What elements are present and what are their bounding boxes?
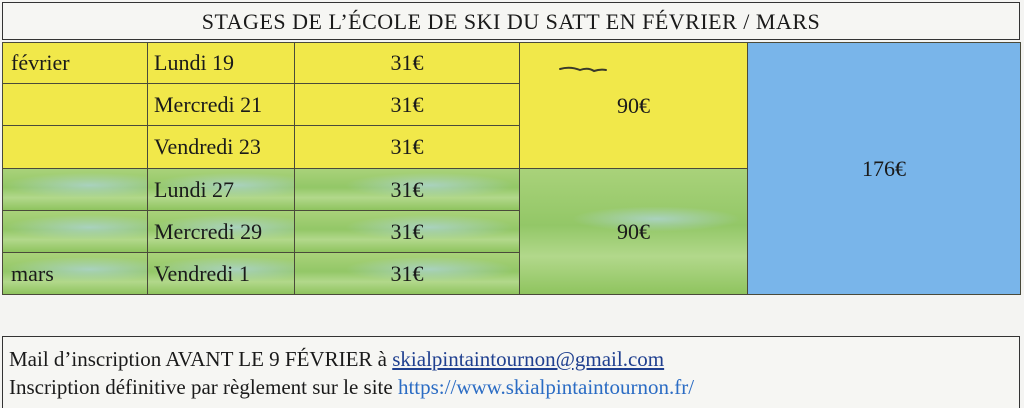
price-cell: 31€ xyxy=(294,42,520,84)
price-cell: 31€ xyxy=(294,125,520,169)
email-link[interactable]: skialpintaintournon@gmail.com xyxy=(392,347,665,371)
table-title: STAGES DE L’ÉCOLE DE SKI DU SATT EN FÉVRIER / MARS xyxy=(2,2,1020,40)
week2-price-cell: 90€ xyxy=(519,168,748,295)
day-cell: Vendredi 23 xyxy=(147,125,295,169)
day-cell: Vendredi 1 xyxy=(147,252,295,295)
day-cell: Lundi 19 xyxy=(147,42,295,84)
website-link[interactable]: https://www.skialpintaintournon.fr/ xyxy=(397,375,695,399)
registration-info xyxy=(2,336,1020,408)
week1-price-cell: 90€ xyxy=(519,42,748,169)
month-cell xyxy=(2,168,148,211)
day-cell: Lundi 27 xyxy=(147,168,295,211)
price-cell: 31€ xyxy=(294,252,520,295)
month-cell xyxy=(2,125,148,169)
bird-decoration-icon xyxy=(558,64,608,76)
price-cell: 31€ xyxy=(294,168,520,211)
price-cell: 31€ xyxy=(294,83,520,126)
payment-line xyxy=(9,373,1013,401)
day-cell: Mercredi 21 xyxy=(147,83,295,126)
registration-text: Mail d’inscription AVANT LE 9 FÉVRIER à xyxy=(9,347,393,371)
month-cell xyxy=(2,210,148,253)
price-cell: 31€ xyxy=(294,210,520,253)
total-price-cell: 176€ xyxy=(747,42,1021,295)
payment-text: Inscription définitive par règlement sur le site xyxy=(9,375,398,399)
month-cell: février xyxy=(2,42,148,84)
month-cell: mars xyxy=(2,252,148,295)
day-cell: Mercredi 29 xyxy=(147,210,295,253)
registration-line xyxy=(9,345,1013,373)
month-cell xyxy=(2,83,148,126)
